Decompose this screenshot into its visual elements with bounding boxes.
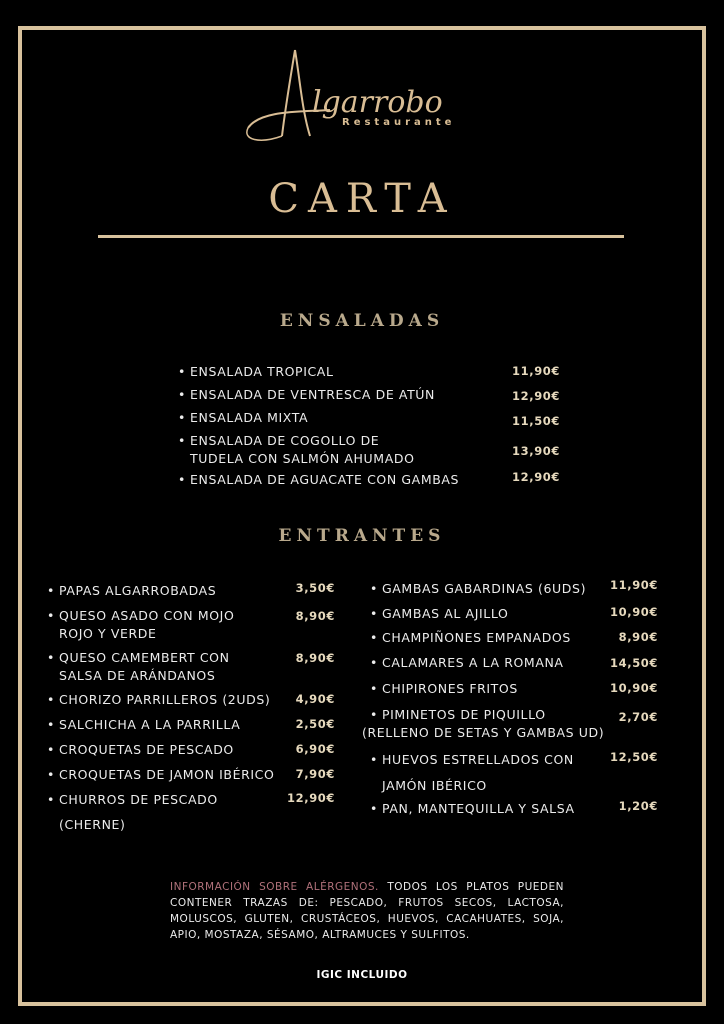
- item-name: CROQUETAS DE JAMON IBÉRICO: [59, 767, 275, 782]
- allergen-text: TODOS LOS PLATOS PUEDEN CONTENER TRAZAS DE: PESCADO, FRUTOS SECOS, LACTOSA, MOLUSCOS, GLUTEN, CRUSTÁCEOS, HUEVOS, CACAHUATES, SOJA, APIO, MOSTAZA, SÉSAMO, ALTRAMUCES Y SULFITOS.: [170, 881, 564, 941]
- item-name-line2: TUDELA CON SALMÓN AHUMADO: [190, 451, 415, 466]
- item-name-line2: (CHERNE): [59, 817, 126, 832]
- item-price: 2,70€: [618, 710, 658, 724]
- bullet-icon: •: [370, 630, 378, 645]
- item-name: SALCHICHA A LA PARRILLA: [59, 717, 241, 732]
- menu-item: [178, 471, 460, 489]
- menu-item: [178, 363, 334, 381]
- item-name: GAMBAS AL AJILLO: [382, 606, 509, 621]
- menu-item: [47, 741, 234, 759]
- bullet-icon: •: [47, 692, 55, 707]
- item-price: 11,50€: [512, 414, 560, 428]
- item-name: CHIPIRONES FRITOS: [382, 681, 518, 696]
- item-price: 12,50€: [610, 750, 658, 764]
- svg-text:Restaurante: Restaurante: [342, 117, 456, 128]
- item-price: 1,20€: [618, 799, 658, 813]
- item-price: 13,90€: [512, 444, 560, 458]
- bullet-icon: •: [178, 364, 186, 379]
- menu-item: [370, 629, 571, 647]
- menu-item: [47, 649, 230, 685]
- menu-item: [47, 691, 271, 709]
- bullet-icon: •: [47, 792, 55, 807]
- item-price: 8,90€: [295, 651, 335, 665]
- item-price: 11,90€: [610, 578, 658, 592]
- bullet-icon: •: [370, 606, 378, 621]
- bullet-icon: •: [178, 410, 186, 425]
- menu-item: [370, 580, 587, 598]
- menu-item: [178, 432, 415, 468]
- item-name: HUEVOS ESTRELLADOS CON: [382, 752, 574, 767]
- menu-border: [18, 26, 706, 1006]
- item-price: 2,50€: [295, 717, 335, 731]
- item-name: CROQUETAS DE PESCADO: [59, 742, 234, 757]
- item-name: PAN, MANTEQUILLA Y SALSA: [382, 801, 575, 816]
- item-name: PIMINETOS DE PIQUILLO: [382, 707, 546, 722]
- bullet-icon: •: [47, 717, 55, 732]
- menu-item: [47, 766, 275, 784]
- item-name: GAMBAS GABARDINAS (6UDS): [382, 581, 587, 596]
- item-name-line2: JAMÓN IBÉRICO: [382, 778, 487, 793]
- item-price: 10,90€: [610, 681, 658, 695]
- item-price: 12,90€: [512, 389, 560, 403]
- item-price: 11,90€: [512, 364, 560, 378]
- svg-text:lgarrobo: lgarrobo: [312, 85, 443, 120]
- bullet-icon: •: [178, 433, 186, 448]
- item-name: ENSALADA DE AGUACATE CON GAMBAS: [190, 472, 460, 487]
- menu-item: [362, 706, 605, 742]
- menu-item: [370, 605, 509, 623]
- item-name: ENSALADA TROPICAL: [190, 364, 334, 379]
- item-price: 8,90€: [618, 630, 658, 644]
- bullet-icon: •: [47, 608, 55, 623]
- allergen-label: INFORMACIÓN SOBRE ALÉRGENOS.: [170, 881, 379, 893]
- bullet-icon: •: [370, 655, 378, 670]
- menu-item: [370, 800, 575, 818]
- item-name-line2: (RELLENO DE SETAS Y GAMBAS UD): [362, 725, 605, 740]
- page-title: CARTA: [268, 176, 456, 222]
- item-price: 8,90€: [295, 609, 335, 623]
- section-heading-ensaladas: ENSALADAS: [279, 311, 445, 331]
- item-name: ENSALADA DE COGOLLO DE: [190, 433, 380, 448]
- menu-item: [370, 680, 518, 698]
- title-divider: [98, 235, 624, 238]
- bullet-icon: •: [47, 583, 55, 598]
- bullet-icon: •: [370, 752, 378, 767]
- bullet-icon: •: [370, 681, 378, 696]
- allergen-info: [170, 879, 564, 943]
- item-name: ENSALADA MIXTA: [190, 410, 309, 425]
- bullet-icon: •: [178, 387, 186, 402]
- bullet-icon: •: [178, 472, 186, 487]
- item-name: CHORIZO PARRILLEROS (2UDS): [59, 692, 271, 707]
- item-price: 10,90€: [610, 605, 658, 619]
- bullet-icon: •: [370, 581, 378, 596]
- menu-item: [370, 654, 564, 672]
- menu-item: [178, 386, 436, 404]
- item-price: 14,50€: [610, 656, 658, 670]
- bullet-icon: •: [370, 707, 378, 722]
- item-name: CALAMARES A LA ROMANA: [382, 655, 564, 670]
- bullet-icon: •: [370, 801, 378, 816]
- menu-item: [47, 716, 241, 734]
- item-name: CHURROS DE PESCADO: [59, 792, 218, 807]
- menu-item: [178, 409, 309, 427]
- item-name: CHAMPIÑONES EMPANADOS: [382, 630, 571, 645]
- item-name: QUESO ASADO CON MOJO: [59, 608, 235, 623]
- item-price: 3,50€: [295, 581, 335, 595]
- tax-note: IGIC INCLUIDO: [316, 969, 408, 981]
- item-name: ENSALADA DE VENTRESCA DE ATÚN: [190, 387, 436, 402]
- item-price: 12,90€: [512, 470, 560, 484]
- algarrobo-logo: [240, 40, 480, 150]
- bullet-icon: •: [47, 742, 55, 757]
- item-name: PAPAS ALGARROBADAS: [59, 583, 217, 598]
- menu-item: [370, 751, 574, 795]
- bullet-icon: •: [47, 650, 55, 665]
- item-name-line2: SALSA DE ARÁNDANOS: [59, 668, 216, 683]
- menu-item: [47, 791, 218, 834]
- item-name: QUESO CAMEMBERT CON: [59, 650, 230, 665]
- menu-item: [47, 607, 235, 643]
- menu-item: [47, 582, 217, 600]
- item-name-line2: ROJO Y VERDE: [59, 626, 157, 641]
- item-price: 6,90€: [295, 742, 335, 756]
- bullet-icon: •: [47, 767, 55, 782]
- item-price: 7,90€: [295, 767, 335, 781]
- section-heading-entrantes: ENTRANTES: [278, 526, 446, 546]
- item-price: 12,90€: [287, 791, 335, 805]
- item-price: 4,90€: [295, 692, 335, 706]
